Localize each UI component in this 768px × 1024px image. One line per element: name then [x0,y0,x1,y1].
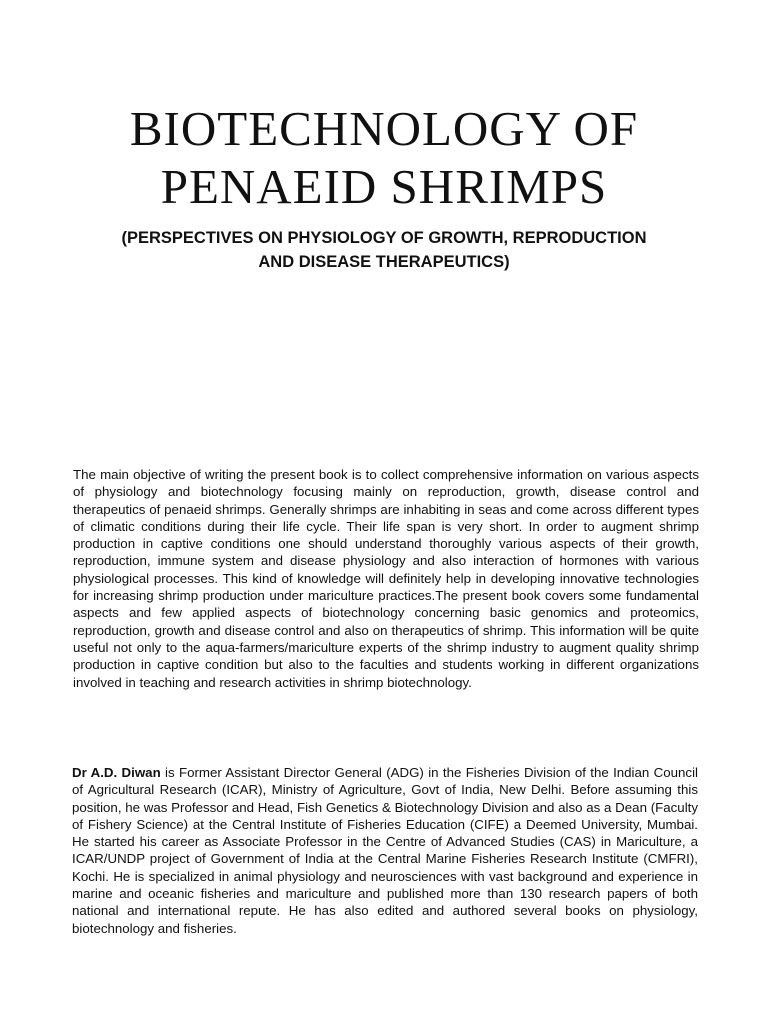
author-name: Dr A.D. Diwan [72,765,161,780]
book-subtitle [70,226,698,274]
book-title [0,100,768,216]
book-subtitle-line-1: (PERSPECTIVES ON PHYSIOLOGY OF GROWTH, REPRODUCTION [121,229,647,247]
author-bio-text: is Former Assistant Director General (ADG) in the Fisheries Division of the Indian Council of Agricultural Research (ICAR), Ministry of Agriculture, Govt of India, New Delhi. Before assuming this position, he was Professor and Head, Fish Genetics & Biotechnology Division and also as a Dean (Faculty of Fishery Science) at the Central Institute of Fisheries Education (CIFE) a Deemed University, Mumbai. He started his career as Associate Professor in the Centre of Advanced Studies (CAS) in Mariculture, a ICAR/UNDP project of Government of India at the Central Marine Fisheries Research Institute (CMFRI), Kochi. He is specialized in animal physiology and neurosciences with vast background and experience in marine and oceanic fisheries and mariculture and published more than 130 research papers of both national and international repute. He has also edited and authored several books on physiology, biotechnology and fisheries. [72,765,698,936]
book-title-line-2: PENAEID SHRIMPS [160,159,608,214]
author-bio [72,764,698,937]
book-description: The main objective of writing the present book is to collect comprehensive information on various aspects of physiology and biotechnology focusing mainly on reproduction, growth, disease control and therapeutics of penaeid shrimps. Generally shrimps are inhabiting in seas and come across different types of climatic conditions during their life cycle. Their life span is very short. In order to augment shrimp production in captive conditions one should understand thoroughly various aspects of their growth, reproduction, immune system and disease physiology and also interaction of hormones with various physiological processes. This kind of knowledge will definitely help in developing innovative technologies for increasing shrimp production under mariculture practices.The present book covers some fundamental aspects and few applied aspects of biotechnology concerning basic genomics and proteomics, reproduction, growth and disease control and also on therapeutics of shrimp. This information will be quite useful not only to the aqua-farmers/mariculture experts of the shrimp industry to augment quality shrimp production in captive condition but also to the faculties and students working in different organizations involved in teaching and research activities in shrimp biotechnology. [73,467,699,690]
book-subtitle-line-2: AND DISEASE THERAPEUTICS) [258,253,510,271]
book-title-line-1: BIOTECHNOLOGY OF [129,101,639,156]
